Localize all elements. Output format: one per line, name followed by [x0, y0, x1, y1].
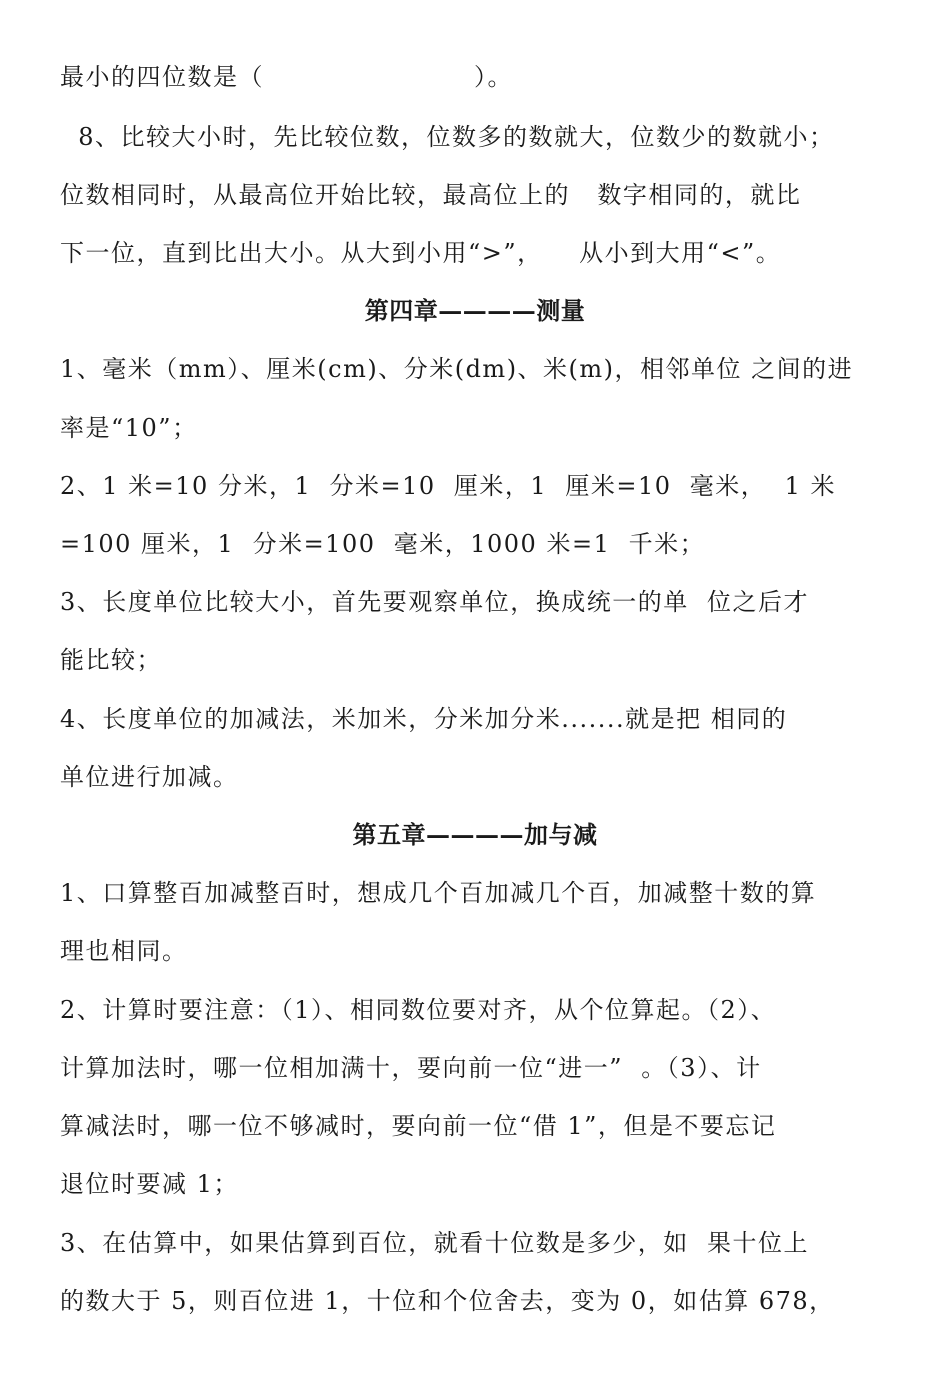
chapter-5-heading: 第五章————加与减 — [352, 820, 598, 849]
chapter-4-heading: 第四章————测量 — [364, 296, 586, 325]
text-line-rule8-1: 8、比较大小时，先比较位数，位数多的数就大，位数少的数就小； — [60, 123, 835, 151]
text-line-ch5-7: 3、在估算中，如果估算到百位，就看十位数是多少，如 果十位上 — [60, 1229, 810, 1257]
text-line-ch5-6: 退位时要减 1； — [60, 1170, 239, 1198]
text-line-ch5-5: 算减法时，哪一位不够减时，要向前一位“借 1”，但是不要忘记 — [60, 1112, 777, 1140]
text-line-rule8-2: 位数相同时，从最高位开始比较，最高位上的 数字相同的，就比 — [60, 181, 802, 209]
text-line-ch4-7: 4、长度单位的加减法，米加米，分米加分米.......就是把 相同的 — [60, 705, 788, 733]
text-line-rule8-3: 下一位，直到比出大小。从大到小用“>”， 从小到大用“<”。 — [60, 239, 782, 267]
text-line-ch5-2: 理也相同。 — [60, 937, 188, 965]
text-line-ch5-8: 的数大于 5，则百位进 1，十位和个位舍去，变为 0，如估算 678， — [60, 1287, 835, 1315]
text-line-ch4-8: 单位进行加减。 — [60, 763, 239, 791]
text-line-ch4-1: 1、毫米（mm）、厘米(cm)、分米(dm)、米(m)，相邻单位 之间的进 — [60, 355, 854, 383]
text-line-ch4-2: 率是“10”； — [60, 414, 198, 442]
text-line-ch4-6: 能比较； — [60, 646, 162, 674]
text-line-ch5-1: 1、口算整百加减整百时，想成几个百加减几个百，加减整十数的算 — [60, 879, 817, 907]
text-line-ch5-4: 计算加法时，哪一位相加满十，要向前一位“进一” 。（3）、计 — [60, 1054, 762, 1082]
text-line-ch4-3: 2、1 米=10 分米，1 分米=10 厘米，1 厘米=10 毫米， 1 米 — [60, 472, 836, 500]
text-line-ch4-4: =100 厘米，1 分米=100 毫米，1000 米=1 千米； — [60, 530, 706, 558]
text-line-ch4-5: 3、长度单位比较大小，首先要观察单位，换成统一的单 位之后才 — [60, 588, 810, 616]
text-line-smallest-four-digit: 最小的四位数是（ ）。 — [60, 63, 513, 91]
text-line-ch5-3: 2、计算时要注意：（1）、相同数位要对齐，从个位算起。（2）、 — [60, 996, 777, 1024]
